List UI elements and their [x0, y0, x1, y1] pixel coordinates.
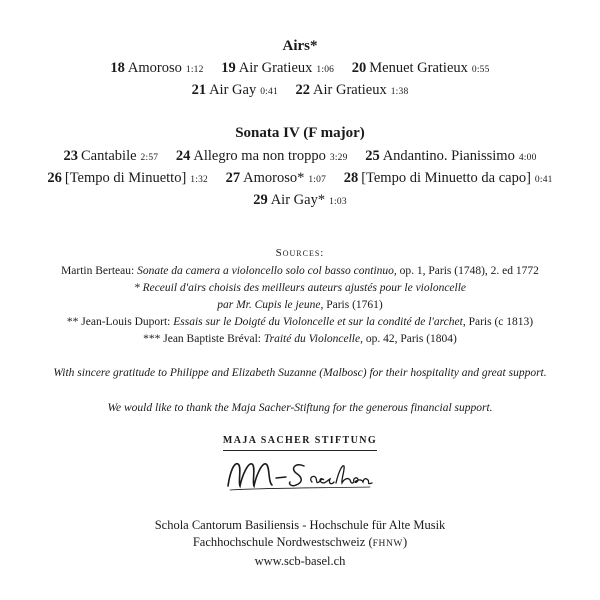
- source-receuil: [0, 280, 600, 297]
- thanks-foundation: We would like to thank the Maja Sacher-Stiftung for the generous financial support.: [107, 402, 493, 414]
- source-details: , op. 1, Paris (1748), 2. ed 1772: [393, 265, 539, 277]
- track-duration: 1:06: [316, 65, 335, 75]
- sonata-row-3: [0, 189, 600, 213]
- source-work: * Receuil d'airs choisis des meilleurs auteurs ajustés pour le violoncelle: [133, 282, 467, 294]
- source-work: Sonate da camera a violoncello solo col basso continuo: [137, 265, 394, 277]
- track-23: [63, 148, 172, 164]
- track-28: [344, 170, 553, 186]
- track-duration: 1:03: [329, 197, 347, 207]
- track-title: Cantabile: [80, 148, 137, 164]
- track-duration: 3:29: [329, 153, 348, 163]
- source-details: , Paris (c 1813): [462, 316, 534, 328]
- track-25: [365, 148, 536, 164]
- track-number: 26: [47, 170, 62, 186]
- source-berteau: [0, 263, 600, 280]
- footer-institution: Schola Cantorum Basiliensis - Hochschule für Alte Musik: [154, 518, 446, 532]
- track-22: [296, 82, 409, 98]
- track-27: [226, 170, 340, 186]
- track-title: Allegro ma non troppo: [193, 148, 326, 164]
- track-number: 20: [351, 60, 367, 76]
- track-title: [Tempo di Minuetto da capo]: [361, 170, 531, 186]
- track-18: [110, 60, 217, 76]
- sources-title: Sources:: [275, 247, 325, 259]
- track-21: [192, 82, 292, 98]
- track-title: Amoroso: [127, 60, 182, 76]
- track-title: Menuet Gratieux: [369, 60, 468, 76]
- track-duration: 0:55: [471, 65, 490, 75]
- track-20: [352, 60, 490, 76]
- track-29: [253, 192, 347, 208]
- track-26: [47, 170, 222, 186]
- footer-university-close: ): [403, 535, 408, 549]
- airs-heading: Airs*: [282, 38, 318, 54]
- track-24: [176, 148, 362, 164]
- source-author: ** Jean-Louis Duport:: [66, 316, 174, 328]
- track-duration: 1:38: [390, 87, 409, 97]
- airs-row-2: [0, 79, 600, 103]
- track-duration: 1:12: [185, 65, 204, 75]
- sonata-row-2: [0, 167, 600, 191]
- source-work: par Mr. Cupis le jeune: [217, 299, 321, 311]
- source-details: , op. 42, Paris (1804): [360, 333, 457, 345]
- track-number: 22: [295, 82, 311, 98]
- track-title: Air Gratieux: [313, 82, 387, 98]
- track-number: 29: [253, 192, 268, 208]
- source-breval: [0, 331, 600, 348]
- track-number: 19: [221, 60, 236, 76]
- sources-list: [0, 263, 600, 348]
- track-number: 24: [175, 148, 191, 164]
- track-title: Andantino. Pianissimo: [382, 148, 515, 164]
- track-duration: 1:32: [190, 175, 208, 185]
- track-duration: 0:41: [534, 175, 553, 185]
- sonata-heading: Sonata IV (F major): [235, 125, 365, 141]
- footer-url[interactable]: www.scb-basel.ch: [254, 554, 346, 568]
- track-title: Amoroso*: [243, 170, 305, 186]
- footer-university-name: Fachhochschule Nordwestschweiz (: [192, 535, 373, 549]
- track-duration: 0:41: [260, 87, 278, 97]
- thanks-hospitality: With sincere gratitude to Philippe and Elizabeth Suzanne (Malbosc) for their hospitality and great support.: [53, 367, 547, 379]
- signature-graphic: [220, 452, 380, 494]
- sonata-row-1: [0, 145, 600, 169]
- source-details: , Paris (1761): [320, 299, 383, 311]
- track-number: 25: [365, 148, 380, 164]
- track-19: [221, 60, 348, 76]
- track-title: [Tempo di Minuetto]: [64, 170, 187, 186]
- track-number: 18: [110, 60, 125, 76]
- source-cupis: [0, 297, 600, 314]
- source-author: Martin Berteau:: [61, 265, 138, 277]
- maja-sacher-logo: [0, 430, 600, 451]
- source-work: Essais sur le Doigté du Violoncelle et sur la condité de l'archet: [173, 316, 463, 328]
- track-title: Air Gratieux: [238, 60, 313, 76]
- footer-university-abbr: FHNW: [372, 539, 403, 549]
- track-title: Air Gay: [209, 82, 257, 98]
- logo-wordmark: MAJA SACHER STIFTUNG: [223, 435, 377, 451]
- track-title: Air Gay*: [270, 192, 326, 208]
- track-number: 27: [225, 170, 241, 186]
- track-duration: 1:07: [308, 175, 327, 185]
- footer: [0, 517, 600, 570]
- source-work: Traité du Violoncelle: [263, 333, 361, 345]
- track-number: 23: [63, 148, 78, 164]
- track-duration: 2:57: [140, 153, 159, 163]
- footer-university: [0, 534, 600, 553]
- airs-row-1: [0, 57, 600, 81]
- source-author: *** Jean Baptiste Bréval:: [143, 333, 264, 345]
- track-number: 21: [191, 82, 207, 98]
- track-duration: 4:00: [518, 153, 537, 163]
- source-duport: [0, 314, 600, 331]
- track-number: 28: [343, 170, 359, 186]
